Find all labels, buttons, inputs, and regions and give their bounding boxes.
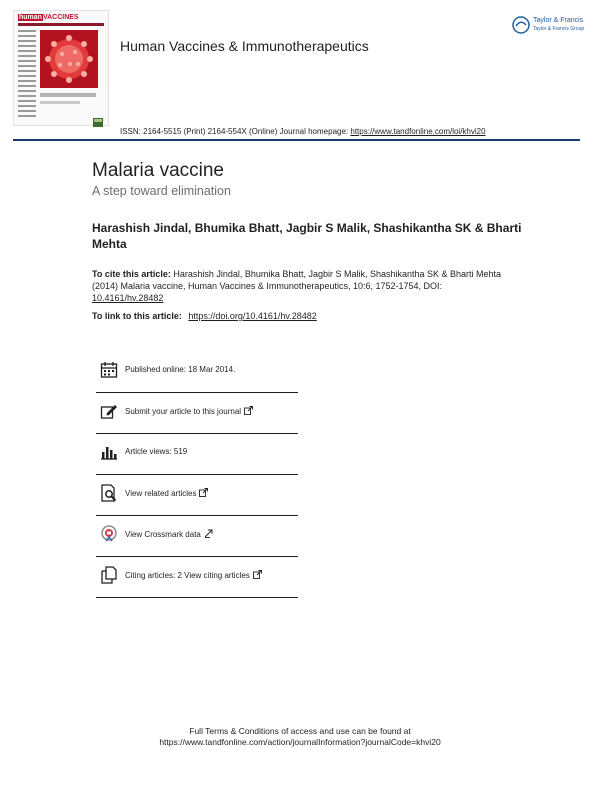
citation-label: To cite this article: (92, 269, 171, 279)
citing-articles-row[interactable] (96, 557, 298, 598)
crossmark-row[interactable] (96, 516, 298, 557)
external-link-icon (204, 529, 213, 538)
link-label: To link to this article: (92, 311, 182, 321)
publisher-logo-text: Taylor & Francis Taylor & Francis Group (533, 17, 585, 32)
citing-articles-icon (100, 566, 118, 584)
terms-footer (0, 726, 600, 748)
issn-line: ISSN: 2164-5515 (Print) 2164-554X (Online) Journal homepage: https://www.tandfonline.com/loi/khvi20 (120, 127, 486, 136)
published-online-row (96, 352, 298, 393)
citation-doi-link[interactable]: 10.4161/hv.28482 (92, 293, 164, 303)
journal-cover-thumbnail (13, 10, 109, 126)
search-document-icon (100, 484, 118, 502)
cover-brand: humanVACCINES (19, 14, 79, 21)
article-link-block (92, 311, 317, 321)
related-articles-link[interactable]: View related articles (125, 489, 197, 498)
journal-homepage-link[interactable]: https://www.tandfonline.com/loi/khvi20 (350, 127, 486, 136)
publisher-logo (512, 14, 586, 40)
terms-text: Full Terms & Conditions of access and use can be found at (189, 726, 411, 736)
virus-illustration (40, 30, 98, 88)
published-online-text: Published online: 18 Mar 2014. (125, 365, 236, 374)
citing-articles-link[interactable]: Citing articles: 2 View citing articles (125, 571, 250, 580)
external-link-icon (199, 488, 208, 497)
citation-block (92, 268, 512, 304)
article-subtitle: A step toward elimination (92, 184, 231, 198)
logo-icon (93, 118, 103, 127)
citation-text: Harashish Jindal, Bhumika Bhatt, Jagbir S Malik, Shashikantha SK & Bharti Mehta (2014) Malaria vaccine, Human Vaccines & Immunotherapeutics, 10:6, 1752-1754, DOI: (92, 269, 502, 291)
external-link-icon (253, 570, 262, 579)
external-link-icon (244, 406, 253, 415)
cover-footer-bar (40, 101, 80, 104)
journal-title: Human Vaccines & Immunotherapeutics (120, 38, 369, 54)
article-info-list (96, 352, 298, 598)
article-views-row (96, 434, 298, 475)
cover-subtitle-bar (18, 23, 104, 26)
article-title: Malaria vaccine (92, 160, 224, 181)
bar-chart-icon (100, 443, 118, 461)
article-doi-link[interactable]: https://doi.org/10.4161/hv.28482 (188, 311, 317, 321)
crossmark-icon (100, 525, 118, 543)
submit-article-link[interactable]: Submit your article to this journal (125, 407, 242, 416)
submit-article-row[interactable] (96, 393, 298, 434)
crossmark-link[interactable]: View Crossmark data (125, 530, 201, 539)
publisher-logo-icon (512, 16, 530, 34)
terms-link[interactable]: https://www.tandfonline.com/action/journalInformation?journalCode=khvi20 (159, 737, 441, 747)
cover-contents-list (18, 30, 36, 120)
edit-icon (100, 402, 118, 420)
article-authors: Harashish Jindal, Bhumika Bhatt, Jagbir S Malik, Shashikantha SK & Bharti Mehta (92, 221, 522, 251)
related-articles-row[interactable] (96, 475, 298, 516)
article-views-text: Article views: 519 (125, 447, 188, 456)
calendar-icon (100, 361, 118, 379)
cover-footer-bar (40, 93, 96, 97)
header-rule (13, 139, 580, 141)
